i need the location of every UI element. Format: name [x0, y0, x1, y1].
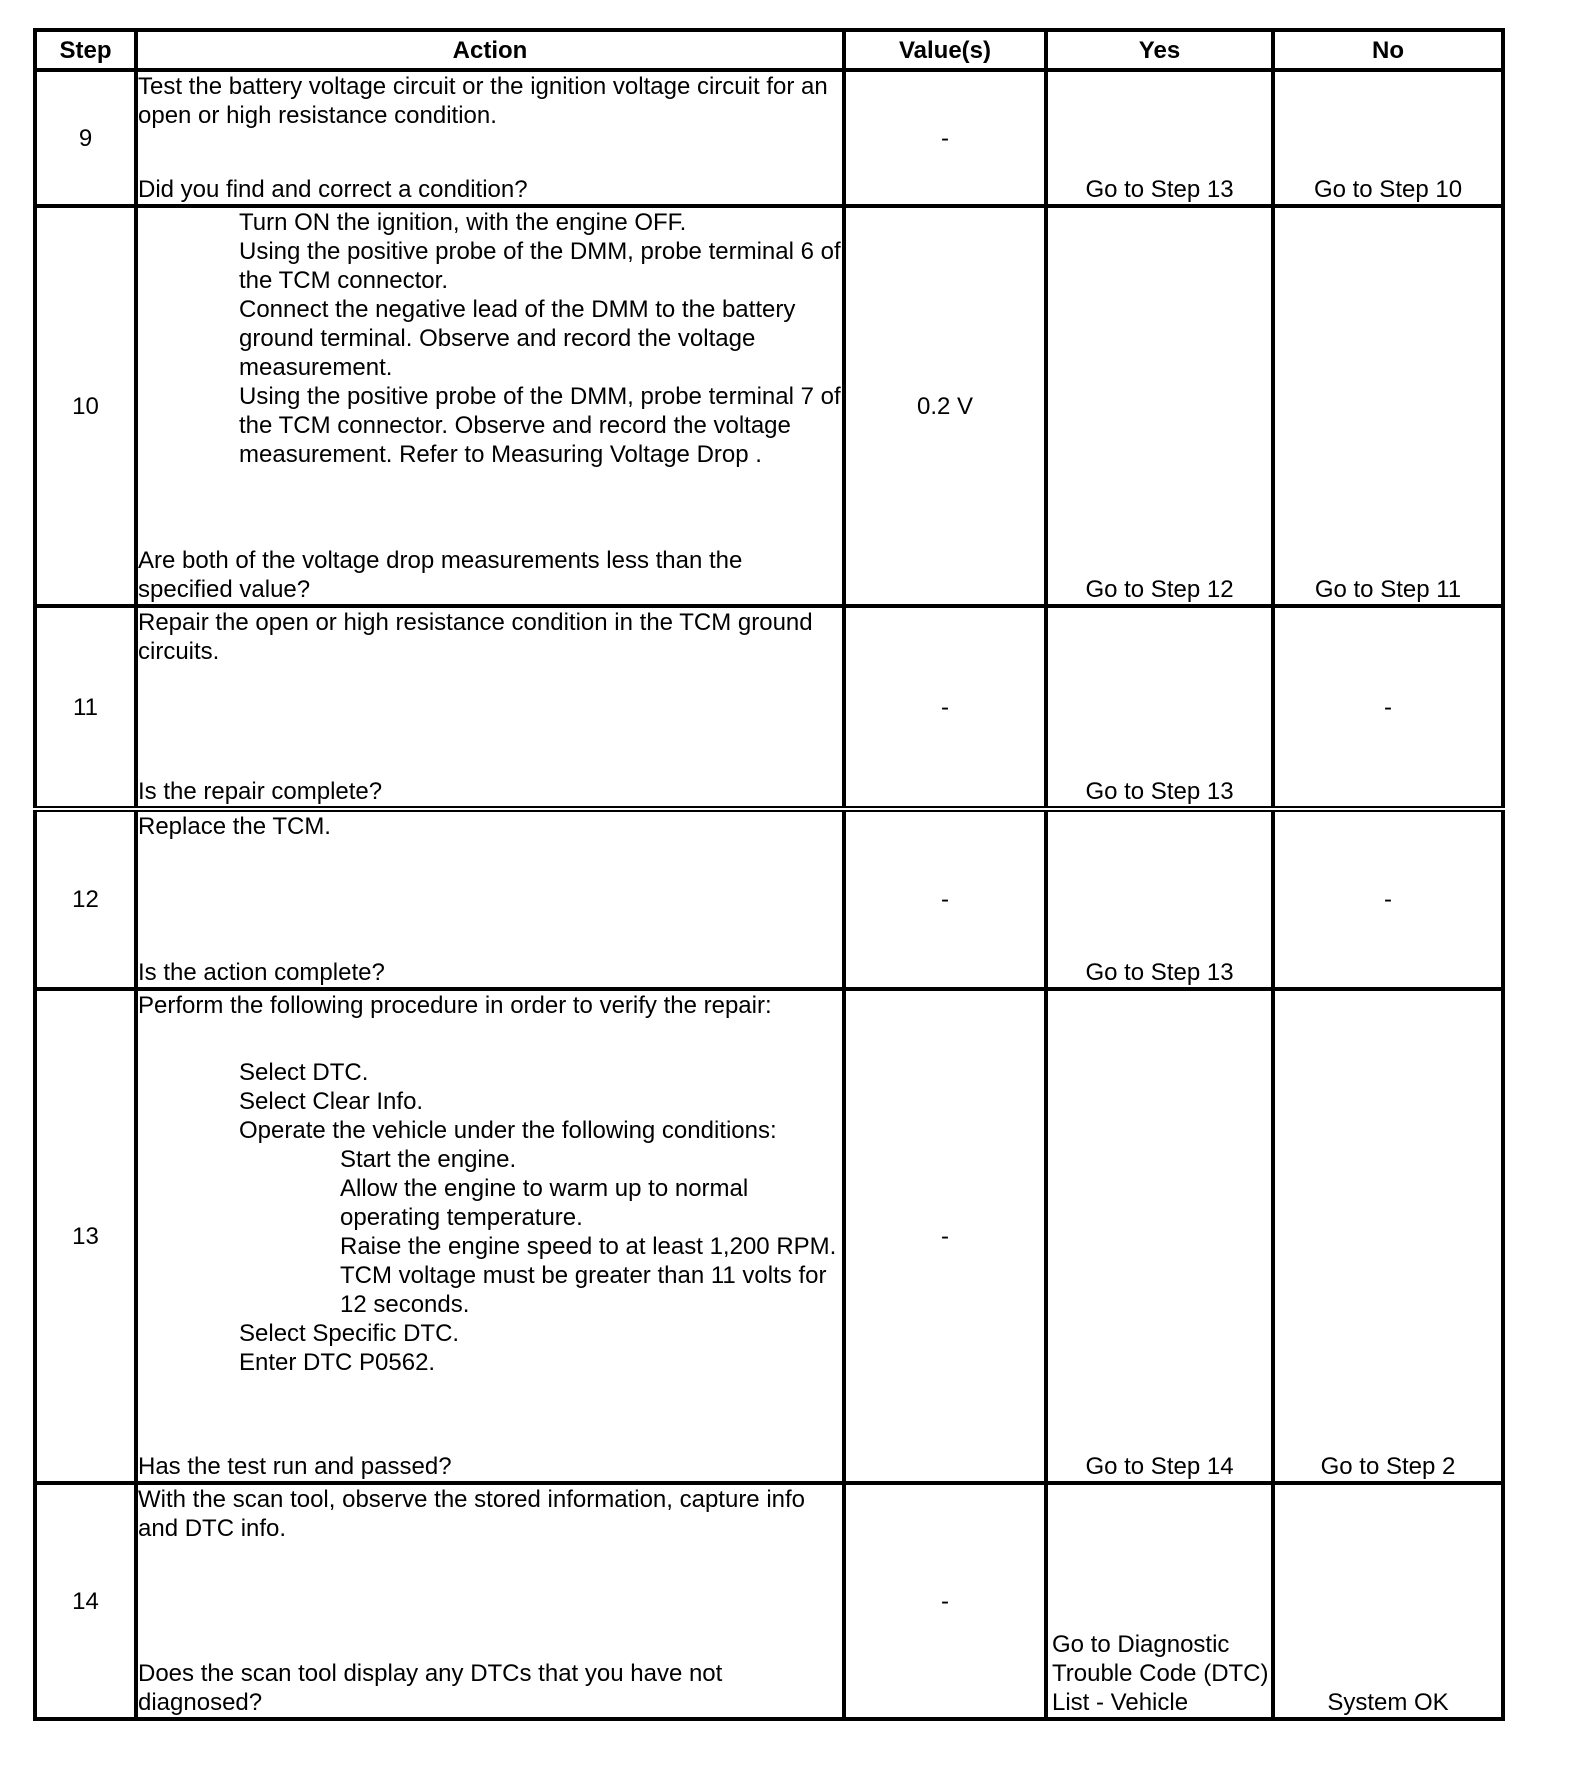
list-item: Enter DTC P0562.: [239, 1349, 436, 1376]
action-cell: [136, 1483, 844, 1719]
table-row: [35, 70, 1503, 206]
no-cell: Go to Step 10: [1273, 70, 1503, 206]
header-no: No: [1273, 30, 1503, 70]
list-item: Using the positive probe of the DMM, probe terminal 6 of the TCM connector.: [239, 238, 841, 294]
header-values: Value(s): [844, 30, 1046, 70]
step-number: 12: [35, 809, 136, 989]
action-cell: [136, 70, 844, 206]
action-steps-list: [138, 1058, 842, 1377]
values-cell: -: [844, 809, 1046, 989]
no-cell: -: [1273, 809, 1503, 989]
table-row: [35, 989, 1503, 1483]
table-row: [35, 606, 1503, 809]
yes-cell: Go to Step 13: [1046, 809, 1273, 989]
step-number: 10: [35, 206, 136, 606]
action-cell: [136, 206, 844, 606]
action-steps-list: [138, 208, 842, 469]
action-question: Are both of the voltage drop measurements less than the specified value?: [138, 547, 743, 603]
action-text: Perform the following procedure in order to verify the repair:: [138, 992, 772, 1019]
action-text: Replace the TCM.: [138, 813, 331, 840]
list-item: Using the positive probe of the DMM, probe terminal 7 of the TCM connector. Observe and record the voltage measurement. Refer to Measuring Voltage Drop .: [239, 383, 841, 468]
list-item: Start the engine.: [340, 1146, 517, 1173]
action-cell: [136, 809, 844, 989]
step-number: 14: [35, 1483, 136, 1719]
values-cell: -: [844, 70, 1046, 206]
no-cell: System OK: [1273, 1483, 1503, 1719]
action-text: Repair the open or high resistance condition in the TCM ground circuits.: [138, 609, 813, 665]
list-item: Operate the vehicle under the following conditions:: [239, 1117, 777, 1144]
no-cell: Go to Step 2: [1273, 989, 1503, 1483]
list-item: TCM voltage must be greater than 11 volts for 12 seconds.: [340, 1262, 827, 1318]
yes-cell: Go to Diagnostic Trouble Code (DTC) List - Vehicle: [1046, 1483, 1273, 1719]
action-text: Test the battery voltage circuit or the ignition voltage circuit for an open or high resistance condition.: [138, 73, 828, 129]
step-number: 13: [35, 989, 136, 1483]
action-substeps-list: [239, 1145, 842, 1319]
action-question: Does the scan tool display any DTCs that you have not diagnosed?: [138, 1660, 723, 1716]
action-cell: [136, 606, 844, 809]
yes-cell: Go to Step 12: [1046, 206, 1273, 606]
step-number: 11: [35, 606, 136, 809]
list-item: Select DTC.: [239, 1059, 369, 1086]
action-text: With the scan tool, observe the stored information, capture info and DTC info.: [138, 1486, 806, 1542]
values-cell: -: [844, 1483, 1046, 1719]
action-question: Is the action complete?: [138, 959, 385, 986]
action-question: Is the repair complete?: [138, 778, 383, 805]
list-item: Allow the engine to warm up to normal operating temperature.: [340, 1175, 749, 1231]
header-yes: Yes: [1046, 30, 1273, 70]
action-cell: [136, 989, 844, 1483]
values-cell: 0.2 V: [844, 206, 1046, 606]
action-question: Has the test run and passed?: [138, 1453, 452, 1480]
list-item: Select Specific DTC.: [239, 1320, 460, 1347]
values-cell: -: [844, 606, 1046, 809]
list-item: Turn ON the ignition, with the engine OFF.: [239, 209, 687, 236]
yes-cell: Go to Step 14: [1046, 989, 1273, 1483]
no-cell: Go to Step 11: [1273, 206, 1503, 606]
diagnostic-table: [33, 28, 1505, 1721]
step-number: 9: [35, 70, 136, 206]
header-step: Step: [35, 30, 136, 70]
table-row: [35, 206, 1503, 606]
list-item: Raise the engine speed to at least 1,200 RPM.: [340, 1233, 837, 1260]
header-action: Action: [136, 30, 844, 70]
action-question: Did you find and correct a condition?: [138, 176, 528, 203]
list-item: Connect the negative lead of the DMM to the battery ground terminal. Observe and record the voltage measurement.: [239, 296, 796, 381]
header-row: [35, 30, 1503, 70]
yes-cell: Go to Step 13: [1046, 70, 1273, 206]
list-item: Select Clear Info.: [239, 1088, 424, 1115]
table-row: [35, 809, 1503, 989]
table-row: [35, 1483, 1503, 1719]
no-cell: -: [1273, 606, 1503, 809]
values-cell: -: [844, 989, 1046, 1483]
yes-cell: Go to Step 13: [1046, 606, 1273, 809]
